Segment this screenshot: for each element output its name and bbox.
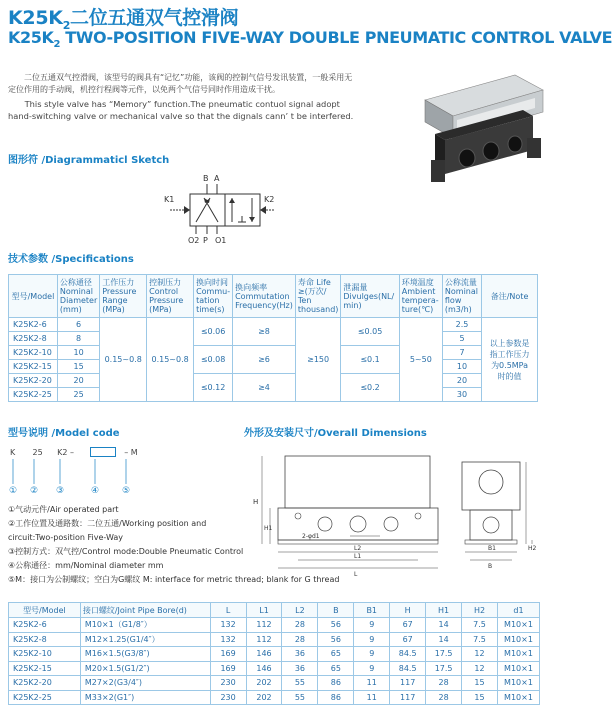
dim-table-cell: M27×2(G3/4″) — [80, 676, 210, 691]
model-code-marker: ③ — [56, 486, 65, 496]
dim-table-cell: 28 — [426, 690, 462, 705]
dim-table-cell: 112 — [246, 632, 282, 647]
spec-model-cell: K25K2-25 — [9, 388, 58, 402]
code-note: circuit:Two-position Five-Way — [8, 533, 124, 542]
spec-control-pressure-cell: 0.15~0.8 — [147, 318, 194, 402]
dim-table-cell: 112 — [246, 618, 282, 633]
spec-divulges-cell: ≤0.1 — [341, 346, 399, 374]
dim-table-cell: M20×1.5(G1/2″) — [80, 661, 210, 676]
dim-table-cell: 36 — [282, 647, 318, 662]
dim-table-cell: 14 — [426, 618, 462, 633]
symbol-label-k2: K2 — [264, 195, 275, 204]
dim-header-cell: B — [318, 603, 354, 618]
spec-flow-cell: 20 — [442, 374, 481, 388]
page-title-en: $K25K_2$ TWO-POSITION FIVE-WAY DOUBLE PNEUMATIC CONTROL VALVE — [8, 28, 612, 51]
dim-table-cell: 17.5 — [426, 647, 462, 662]
dim-table-cell: M12×1.25(G1/4″） — [80, 632, 210, 647]
symbol-label-k1: K1 — [164, 195, 175, 204]
symbol-label-a: A — [214, 174, 220, 183]
dim-table-cell: 169 — [210, 647, 246, 662]
dim-table-cell: 14 — [426, 632, 462, 647]
spec-header-cell: 换向时间 Commu-tation time(s) — [194, 275, 233, 318]
dim-table-cell: 84.5 — [390, 647, 426, 662]
model-code-blank-box — [90, 447, 116, 457]
symbol-label-o1: O1 — [215, 236, 227, 245]
dim-table-cell: 67 — [390, 618, 426, 633]
dim-table-cell: 9 — [354, 618, 390, 633]
dim-table-cell: 11 — [354, 690, 390, 705]
dim-table-cell: 7.5 — [462, 618, 498, 633]
dim-table-cell: 132 — [210, 632, 246, 647]
dim-table-cell: 202 — [246, 676, 282, 691]
valve-symbol-diagram — [160, 172, 280, 244]
dim-table-cell: 9 — [354, 632, 390, 647]
description — [8, 72, 360, 124]
section-model-code-heading: 型号说明 /Model code — [8, 428, 120, 439]
spec-header-cell: 换向频率 Commutation Frequency(Hz) — [233, 275, 296, 318]
dim-table-cell: 146 — [246, 647, 282, 662]
dim-table-cell: M10×1 — [497, 690, 539, 705]
dim-table-cell: 117 — [390, 690, 426, 705]
spec-time-cell: ≤0.12 — [194, 374, 233, 402]
model-code-part: 25 — [32, 447, 43, 457]
spec-flow-cell: 5 — [442, 332, 481, 346]
spec-header-cell: 环境温度 Ambient tempera-ture(℃) — [399, 275, 442, 318]
spec-row — [9, 374, 538, 388]
dim-table-cell: 28 — [426, 676, 462, 691]
dim-header-cell: L — [210, 603, 246, 618]
dim-table-cell: 17.5 — [426, 661, 462, 676]
spec-frequency-cell: ≥4 — [233, 374, 296, 402]
spec-flow-cell: 30 — [442, 388, 481, 402]
dim-table-cell: 67 — [390, 632, 426, 647]
dim-header-cell: L1 — [246, 603, 282, 618]
spec-header-cell: 泄漏量 Divulges(NL/ min) — [341, 275, 399, 318]
spec-header-cell: 备注/Note — [482, 275, 538, 318]
spec-header-cell: 寿命 Life ≥(万次/ Ten thousand) — [295, 275, 341, 318]
dim-label-d1: 2-φd1 — [302, 533, 320, 540]
model-code-marker: ① — [9, 486, 18, 496]
spec-model-cell: K25K2-6 — [9, 318, 58, 332]
dim-label-b: B — [488, 563, 493, 570]
dim-table-cell: 36 — [282, 661, 318, 676]
dim-table-cell: 65 — [318, 647, 354, 662]
code-note: ⑤M：接口为公制螺纹；空白为G螺纹 M: interface for metric thread; blank for G thread — [8, 575, 340, 584]
spec-frequency-cell: ≥8 — [233, 318, 296, 346]
spec-time-cell: ≤0.06 — [194, 318, 233, 346]
symbol-label-o2: O2 — [188, 236, 200, 245]
dim-header-cell: H — [390, 603, 426, 618]
dim-label-h: H — [253, 498, 259, 506]
spec-header-cell: 公称流量 Nominal flow (m3/h) — [442, 275, 481, 318]
dim-table-cell: 56 — [318, 618, 354, 633]
dim-label-l: L — [354, 571, 358, 578]
valve-product-image — [395, 60, 545, 195]
dim-table-body — [9, 618, 540, 705]
spec-header-row — [9, 275, 538, 318]
spec-diameter-cell: 20 — [57, 374, 99, 388]
dim-header-cell: d1 — [497, 603, 539, 618]
dim-header-cell: 型号/Model — [9, 603, 81, 618]
spec-model-cell: K25K2-15 — [9, 360, 58, 374]
model-code-part: K — [10, 447, 16, 457]
spec-flow-cell: 2.5 — [442, 318, 481, 332]
dim-table-row — [9, 618, 540, 633]
dim-table-cell: 7.5 — [462, 632, 498, 647]
dim-table-cell: M33×2(G1″) — [80, 690, 210, 705]
model-code-marker: ⑤ — [122, 486, 131, 496]
dim-table-cell: 9 — [354, 647, 390, 662]
spec-header-cell: 工作压力 Pressure Range (MPa) — [100, 275, 147, 318]
dim-table-cell: 15 — [462, 690, 498, 705]
section-diagram-heading: 图形符 /Diagrammaticl Sketch — [8, 155, 170, 166]
dim-table-row — [9, 690, 540, 705]
description-en: This style valve has “Memory” function.The pneumatic contuol signal adopt hand-switching valve or mechanical valve so that the dignals cann’ t be interfered. — [8, 99, 354, 121]
model-code-part: – M — [124, 447, 138, 457]
dim-table-cell: K25K2-25 — [9, 690, 81, 705]
spec-note-cell: 以上参数是指工作压力为0.5MPa时的值 — [482, 318, 538, 402]
dim-table-row — [9, 661, 540, 676]
dim-label-h1: H1 — [264, 525, 273, 532]
dim-table-cell: 146 — [246, 661, 282, 676]
spec-table — [8, 274, 538, 402]
dim-table-cell: 28 — [282, 618, 318, 633]
model-code-marker: ② — [30, 486, 39, 496]
dim-table-cell: 65 — [318, 661, 354, 676]
model-code-diagram — [10, 447, 144, 457]
spec-divulges-cell: ≤0.2 — [341, 374, 399, 402]
dim-table-cell: M16×1.5(G3/8″) — [80, 647, 210, 662]
spec-row — [9, 346, 538, 360]
dim-table-cell: K25K2-6 — [9, 618, 81, 633]
code-note: ②工作位置及通路数：二位五通/Working position and — [8, 519, 207, 528]
dim-table-cell: 86 — [318, 690, 354, 705]
page-title-cn: $K25K_2$二位五通双气控滑阀 — [8, 7, 239, 32]
dim-table-cell: 55 — [282, 676, 318, 691]
spec-diameter-cell: 8 — [57, 332, 99, 346]
dim-table-cell: 202 — [246, 690, 282, 705]
spec-time-cell: ≤0.08 — [194, 346, 233, 374]
spec-pressure-cell: 0.15~0.8 — [100, 318, 147, 402]
spec-divulges-cell: ≤0.05 — [341, 318, 399, 346]
dim-label-h2: H2 — [528, 545, 537, 552]
spec-flow-cell: 7 — [442, 346, 481, 360]
dim-table-cell: 9 — [354, 661, 390, 676]
dim-header-cell: 接口螺纹/Joint Pipe Bore(d) — [80, 603, 210, 618]
dim-header-cell: L2 — [282, 603, 318, 618]
dim-table-row — [9, 632, 540, 647]
dim-table-cell: 56 — [318, 632, 354, 647]
dim-label-l2: L2 — [354, 545, 362, 552]
spec-header-cell: 型号/Model — [9, 275, 58, 318]
dim-table-cell: M10×1 — [497, 661, 539, 676]
model-code-part: K2 – — [57, 447, 74, 457]
dim-table-cell: M10×1 — [497, 618, 539, 633]
model-code-leaders — [8, 458, 178, 498]
dimensions-table — [8, 602, 540, 705]
dim-table-cell: K25K2-20 — [9, 676, 81, 691]
spec-life-cell: ≥150 — [295, 318, 341, 402]
dim-table-cell: 12 — [462, 661, 498, 676]
dim-table-cell: 84.5 — [390, 661, 426, 676]
dim-table-cell: 230 — [210, 676, 246, 691]
dim-header-cell: H1 — [426, 603, 462, 618]
model-code-marker: ④ — [91, 486, 100, 496]
spec-diameter-cell: 15 — [57, 360, 99, 374]
description-cn: 二位五通双气控滑阀，该型号的阀具有“记忆”功能，该阀的控制气信号发讯装置，一般采用无定位作用的手动阀，机控行程阀等元件，以免两个气信号同时作用造成干扰。 — [8, 73, 353, 94]
dim-table-row — [9, 676, 540, 691]
dim-table-cell: M10×1 — [497, 632, 539, 647]
symbol-label-p: P — [203, 236, 208, 245]
dim-header-row — [9, 603, 540, 618]
dim-table-cell: 55 — [282, 690, 318, 705]
spec-diameter-cell: 10 — [57, 346, 99, 360]
dim-table-cell: M10×1 — [497, 676, 539, 691]
code-note: ①气动元件/Air operated part — [8, 505, 119, 514]
spec-header-cell: 控制压力 Control Pressure (MPa) — [147, 275, 194, 318]
section-specs-heading: 技术参数 /Specifications — [8, 254, 134, 265]
section-dimensions-heading: 外形及安装尺寸/Overall Dimensions — [244, 428, 427, 439]
dim-table-cell: 11 — [354, 676, 390, 691]
code-note: ④公称通径：mm/Nominal diameter mm — [8, 561, 164, 570]
spec-diameter-cell: 25 — [57, 388, 99, 402]
dim-label-b1: B1 — [488, 545, 496, 552]
spec-model-cell: K25K2-8 — [9, 332, 58, 346]
dim-label-l1: L1 — [354, 553, 362, 560]
dim-header-cell: H2 — [462, 603, 498, 618]
symbol-label-b: B — [203, 174, 209, 183]
dim-table-cell: 12 — [462, 647, 498, 662]
dim-table-cell: 15 — [462, 676, 498, 691]
spec-temperature-cell: 5~50 — [399, 318, 442, 402]
dim-table-cell: K25K2-15 — [9, 661, 81, 676]
dim-table-row — [9, 647, 540, 662]
spec-model-cell: K25K2-10 — [9, 346, 58, 360]
dim-table-cell: 117 — [390, 676, 426, 691]
spec-model-cell: K25K2-20 — [9, 374, 58, 388]
code-note: ③控制方式：双气控/Control mode:Double Pneumatic Control — [8, 547, 244, 556]
dim-table-cell: 132 — [210, 618, 246, 633]
spec-row — [9, 318, 538, 332]
dim-table-cell: K25K2-10 — [9, 647, 81, 662]
dim-table-cell: M10×1（G1/8″） — [80, 618, 210, 633]
dim-table-cell: 230 — [210, 690, 246, 705]
dim-table-cell: 28 — [282, 632, 318, 647]
spec-frequency-cell: ≥6 — [233, 346, 296, 374]
dim-header-cell: B1 — [354, 603, 390, 618]
dim-table-cell: M10×1 — [497, 647, 539, 662]
spec-header-cell: 公称通径 Nominal Diameter (mm) — [57, 275, 99, 318]
spec-diameter-cell: 6 — [57, 318, 99, 332]
dim-table-cell: K25K2-8 — [9, 632, 81, 647]
overall-dimensions-drawing — [250, 452, 540, 580]
spec-flow-cell: 10 — [442, 360, 481, 374]
dim-table-cell: 86 — [318, 676, 354, 691]
dim-table-cell: 169 — [210, 661, 246, 676]
